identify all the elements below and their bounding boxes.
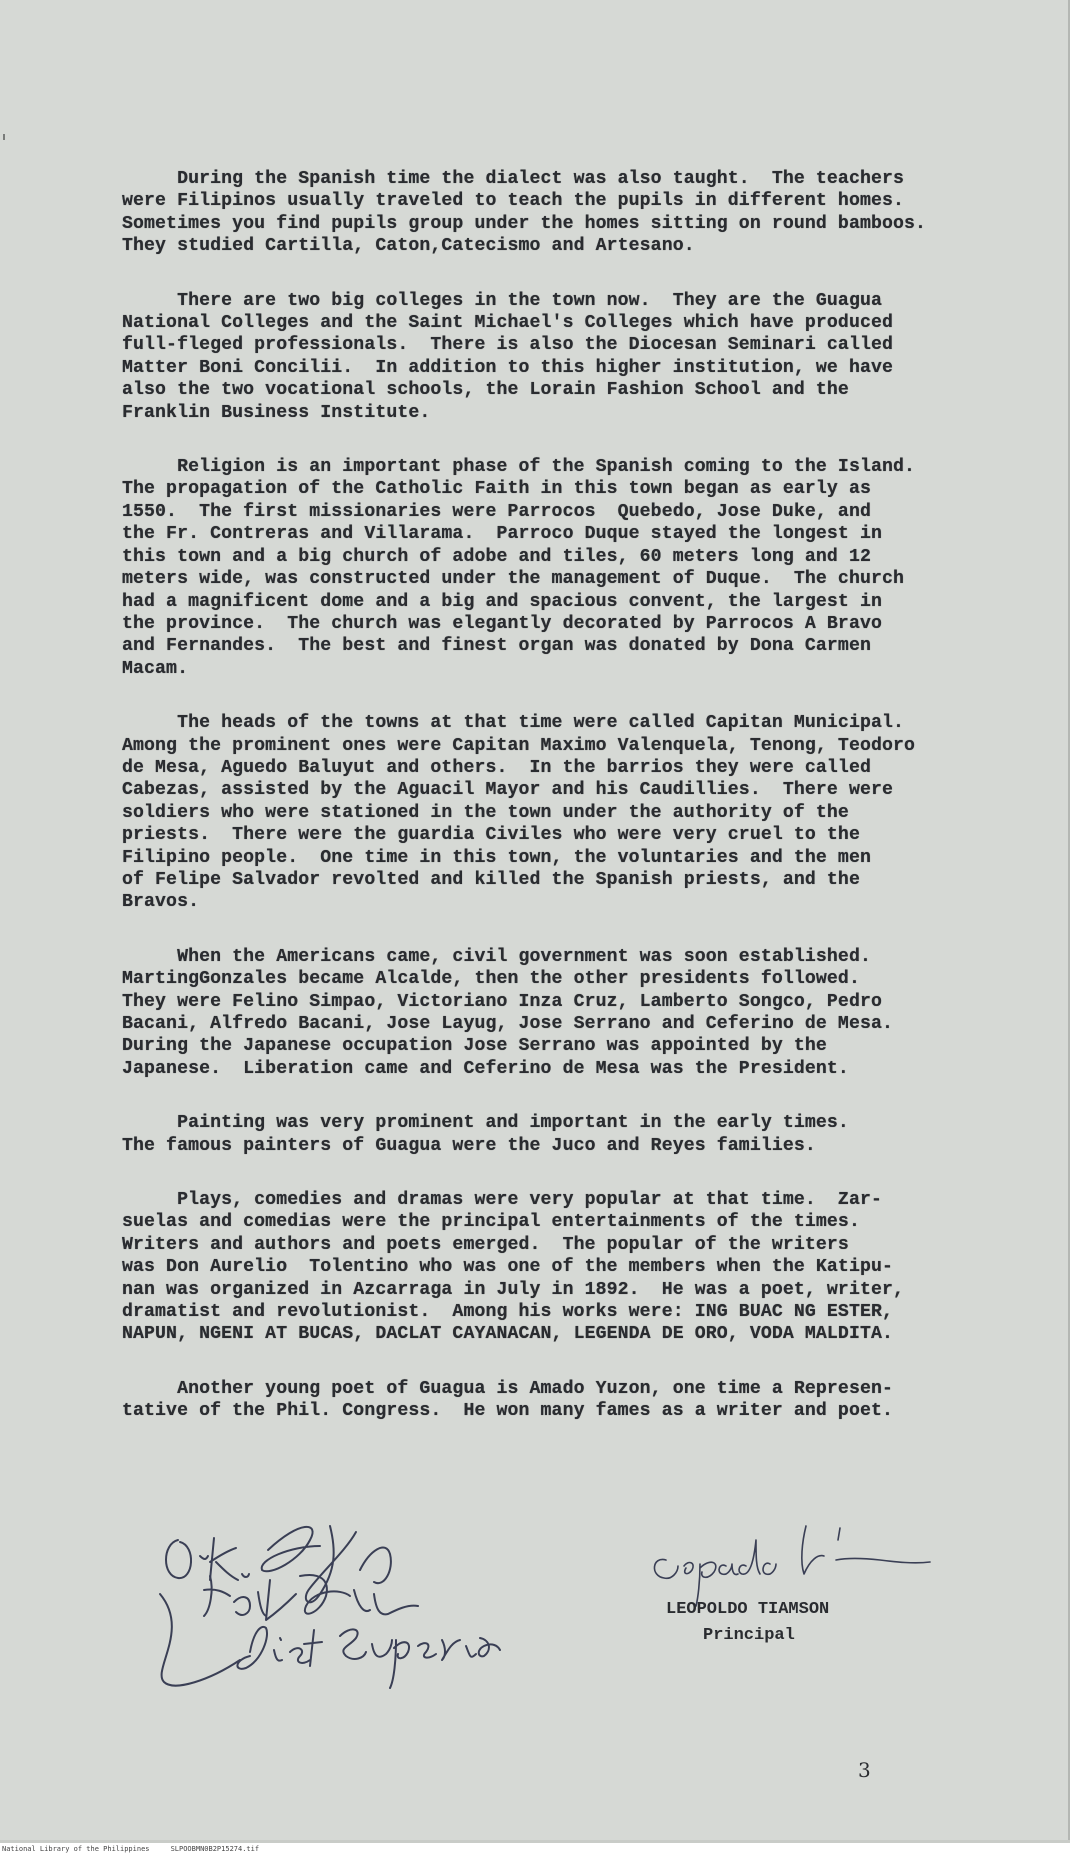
text-line: this town and a big church of adobe and tiles, 60 meters long and 12 [122,546,871,567]
text-line: NAPUN, NGENI AT BUCAS, DACLAT CAYANACAN, LEGENDA DE ORO, VODA MALDITA. [122,1324,893,1345]
text-line: nan was organized in Azcarraga in July in 1892. He was a poet, writer, [122,1279,905,1300]
text-line: and Fernandes. The best and finest organ was donated by Dona Carmen [122,636,871,657]
text-line: During the Spanish time the dialect was also taught. The teachers [122,169,905,189]
principal-title: Principal [703,1626,795,1645]
principal-name: LEOPOLDO TIAMSON [666,1600,830,1619]
text-line: When the Americans came, civil government was soon established. [122,946,871,967]
signature-area [0,1510,1068,1730]
text-line: National Colleges and the Saint Michael's Colleges which have produced [122,313,893,334]
text-line: tative of the Phil. Congress. He won many fames as a writer and poet. [122,1401,893,1422]
text-line: were Filipinos usually traveled to teach the pupils in different homes. [122,191,905,212]
paragraph [122,456,1034,680]
text-line: dramatist and revolutionist. Among his works were: ING BUAC NG ESTER, [122,1302,893,1323]
text-line: also the two vocational schools, the Lorain Fashion School and the [122,380,849,401]
text-line: The famous painters of Guagua were the Juco and Reyes families. [122,1135,816,1156]
text-line: suelas and comedias were the principal entertainments of the times. [122,1212,860,1233]
paragraph [122,946,1034,1080]
archive-footer: National Library of the Philippines SLPOOBMN0B2P15274.tif [0,1843,1070,1855]
text-line: They studied Cartilla, Caton,Catecismo and Artesano. [122,236,695,257]
text-line: They were Felino Simpao, Victoriano Inza Cruz, Lamberto Songco, Pedro [122,991,882,1012]
text-line: MartingGonzales became Alcalde, then the other presidents followed. [122,969,860,990]
text-line: Macam. [122,658,189,679]
text-line: Franklin Business Institute. [122,402,431,423]
text-line: Painting was very prominent and important in the early times. [122,1113,849,1134]
text-line: had a magnificent dome and a big and spacious convent, the largest in [122,591,882,612]
text-line: Bacani, Alfredo Bacani, Jose Layug, Jose Serrano and Ceferino de Mesa. [122,1014,893,1034]
paragraph [122,1112,1034,1157]
page-number: 3 [858,1758,871,1782]
text-line: Plays, comedies and dramas were very popular at that time. Zar- [122,1190,882,1211]
text-line: During the Japanese occupation Jose Serrano was appointed by the [122,1036,827,1057]
text-line: Cabezas, assisted by the Aguacil Mayor and his Caudillies. There were [122,780,893,801]
paragraph [122,168,1034,258]
paragraph [122,1189,1034,1346]
text-line: the province. The church was elegantly decorated by Parrocos A Bravo [122,613,882,634]
text-line: Matter Boni Concilii. In addition to this higher institution, we have [122,357,893,378]
text-line: The heads of the towns at that time were called Capitan Municipal. [122,713,905,734]
paragraph [122,290,1034,424]
text-line: was Don Aurelio Tolentino who was one of the members when the Katipu- [122,1257,893,1278]
principal-signature-image [640,1510,1000,1660]
text-line: Bravos. [122,892,200,913]
margin-mark [3,134,5,140]
text-line: de Mesa, Aguedo Baluyut and others. In the barrios they were called [122,757,871,778]
text-line: Sometimes you find pupils group under the homes sitting on round bamboos. [122,213,927,234]
text-line: Filipino people. One time in this town, the voluntaries and the men [122,847,871,868]
text-line: The propagation of the Catholic Faith in this town began as early as [122,479,871,500]
supervisor-signature-image [150,1510,510,1720]
text-line: Among the prominent ones were Capitan Maximo Valenquela, Tenong, Teodoro [122,735,916,756]
paragraph [122,712,1034,914]
text-line: meters wide, was constructed under the management of Duque. The church [122,569,905,590]
text-line: full-fleged professionals. There is also the Diocesan Seminari called [122,335,893,356]
text-line: the Fr. Contreras and Villarama. Parroco Duque stayed the longest in [122,524,882,545]
text-line: Japanese. Liberation came and Ceferino de Mesa was the President. [122,1058,849,1079]
typed-body-text [122,168,1034,1455]
text-line: Religion is an important phase of the Spanish coming to the Island. [122,457,916,478]
text-line: priests. There were the guardia Civiles who were very cruel to the [122,825,860,846]
text-line: Another young poet of Guagua is Amado Yuzon, one time a Represen- [122,1378,893,1399]
text-line: 1550. The first missionaries were Parrocos Quebedo, Jose Duke, and [122,501,871,522]
text-line: of Felipe Salvador revolted and killed the Spanish priests, and the [122,869,860,890]
text-line: Writers and authors and poets emerged. The popular of the writers [122,1234,849,1255]
text-line: soldiers who were stationed in the town under the authority of the [122,802,849,823]
paragraph [122,1378,1034,1423]
text-line: There are two big colleges in the town now. They are the Guagua [122,290,882,311]
